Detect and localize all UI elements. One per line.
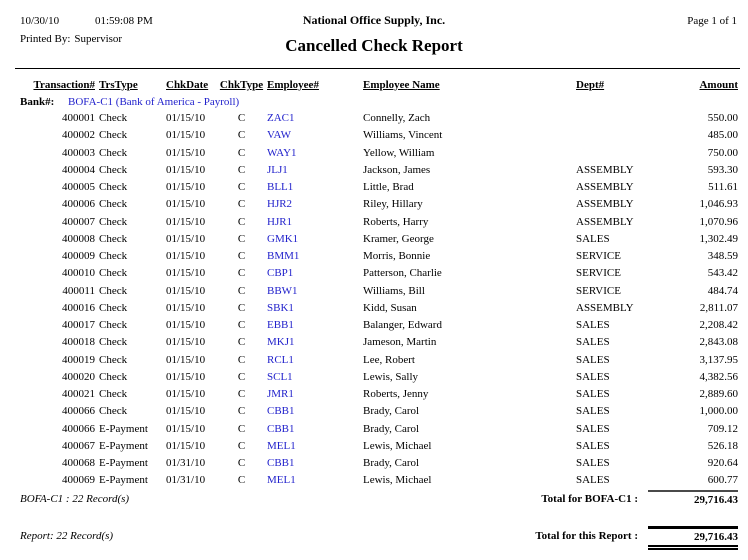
chktype-cell: C xyxy=(237,163,246,176)
dept-cell: ASSEMBLY xyxy=(576,181,634,193)
chktype-cell: C xyxy=(237,215,246,228)
chkdate-cell: 01/15/10 xyxy=(166,353,206,366)
chkdate-cell: 01/15/10 xyxy=(166,336,206,349)
table-row xyxy=(0,110,748,127)
amount-cell: 1,070.96 xyxy=(699,215,738,228)
transaction-cell: 400005 xyxy=(62,181,95,193)
employee-num-link[interactable]: VAW xyxy=(267,129,291,142)
employee-name-cell: Kidd, Susan xyxy=(363,301,417,314)
chktype-cell: C xyxy=(237,457,246,469)
trstype-cell: Check xyxy=(99,370,128,383)
table-row xyxy=(0,386,748,403)
employee-name-cell: Lewis, Sally xyxy=(363,370,418,383)
report-total-row xyxy=(0,526,748,552)
transaction-cell: 400020 xyxy=(62,370,95,383)
chktype-cell: C xyxy=(237,181,246,193)
amount-cell: 600.77 xyxy=(707,474,738,487)
employee-num-link[interactable]: HJR1 xyxy=(267,215,293,228)
column-header-row xyxy=(0,79,748,94)
col-header-employee-num: Employee# xyxy=(267,79,319,91)
employee-name-cell: Roberts, Harry xyxy=(363,215,429,228)
table-row xyxy=(0,248,748,265)
employee-name-cell: Lewis, Michael xyxy=(363,474,432,487)
chkdate-cell: 01/15/10 xyxy=(166,163,206,176)
amount-cell: 750.00 xyxy=(707,146,738,159)
trstype-cell: Check xyxy=(99,388,128,400)
employee-name-cell: Brady, Carol xyxy=(363,457,420,469)
table-row xyxy=(0,438,748,455)
trstype-cell: E-Payment xyxy=(99,474,148,487)
employee-name-cell: Kramer, George xyxy=(363,232,434,245)
trstype-cell: Check xyxy=(99,336,128,349)
amount-cell: 2,889.60 xyxy=(699,388,738,400)
table-row xyxy=(0,145,748,162)
bank-subtotal-row xyxy=(0,490,748,510)
employee-name-cell: Balanger, Edward xyxy=(363,319,442,331)
table-row xyxy=(0,214,748,231)
trstype-cell: Check xyxy=(99,301,128,314)
report-total-label: Total for this Report : xyxy=(535,530,638,542)
chkdate-cell: 01/15/10 xyxy=(166,422,206,435)
chkdate-cell: 01/15/10 xyxy=(166,301,206,314)
employee-num-link[interactable]: BBW1 xyxy=(267,284,298,297)
chktype-cell: C xyxy=(237,232,246,245)
transaction-cell: 400010 xyxy=(62,267,95,280)
employee-name-cell: Jackson, James xyxy=(363,163,431,176)
amount-cell: 511.61 xyxy=(708,181,738,193)
chktype-cell: C xyxy=(237,474,246,487)
dept-cell: SALES xyxy=(576,457,610,469)
transaction-cell: 400021 xyxy=(62,388,95,400)
trstype-cell: Check xyxy=(99,163,128,176)
chkdate-cell: 01/15/10 xyxy=(166,215,206,228)
amount-cell: 2,811.07 xyxy=(699,301,738,314)
table-row xyxy=(0,352,748,369)
bank-group-row xyxy=(0,96,748,111)
employee-num-link[interactable]: SCL1 xyxy=(267,370,293,383)
header-divider xyxy=(15,68,740,69)
table-row xyxy=(0,127,748,144)
employee-num-link[interactable]: GMK1 xyxy=(267,232,299,245)
dept-cell: ASSEMBLY xyxy=(576,301,634,314)
dept-cell: SALES xyxy=(576,353,610,366)
employee-name-cell: Little, Brad xyxy=(363,181,414,193)
table-row xyxy=(0,421,748,438)
chkdate-cell: 01/31/10 xyxy=(166,474,206,487)
employee-name-cell: Lee, Robert xyxy=(363,353,415,366)
trstype-cell: E-Payment xyxy=(99,422,148,435)
employee-name-cell: Brady, Carol xyxy=(363,405,420,418)
transaction-cell: 400002 xyxy=(62,129,95,142)
dept-cell: ASSEMBLY xyxy=(576,198,634,211)
table-row xyxy=(0,265,748,282)
table-row xyxy=(0,334,748,351)
trstype-cell: Check xyxy=(99,181,128,193)
dept-cell: SALES xyxy=(576,405,610,418)
dept-cell: SERVICE xyxy=(576,267,621,280)
employee-num-link[interactable]: CBB1 xyxy=(267,457,295,469)
col-header-transaction: Transaction# xyxy=(33,79,95,91)
amount-cell: 593.30 xyxy=(707,163,738,176)
chktype-cell: C xyxy=(237,146,246,159)
col-header-dept: Dept# xyxy=(576,79,605,91)
trstype-cell: Check xyxy=(99,198,128,211)
amount-cell: 1,046.93 xyxy=(699,198,738,211)
employee-num-link[interactable]: SBK1 xyxy=(267,301,294,314)
trstype-cell: Check xyxy=(99,353,128,366)
transaction-cell: 400017 xyxy=(62,319,95,331)
employee-num-link[interactable]: MEL1 xyxy=(267,474,296,487)
table-row xyxy=(0,472,748,489)
bank-total-label: Total for BOFA-C1 : xyxy=(541,493,638,505)
chkdate-cell: 01/15/10 xyxy=(166,129,206,142)
printed-by-label: Printed By: xyxy=(20,33,71,45)
amount-cell: 4,382.56 xyxy=(699,370,738,383)
chktype-cell: C xyxy=(237,370,246,383)
employee-num-link[interactable]: JMR1 xyxy=(267,388,294,400)
dept-cell: SALES xyxy=(576,422,610,435)
transaction-cell: 400003 xyxy=(62,146,95,159)
chktype-cell: C xyxy=(237,112,246,124)
bank-total-amount: 29,716.43 xyxy=(648,490,738,506)
trstype-cell: Check xyxy=(99,215,128,228)
transaction-cell: 400018 xyxy=(62,336,95,349)
transaction-cell: 400008 xyxy=(62,232,95,245)
bank-label: Bank#: xyxy=(20,96,55,108)
employee-num-link[interactable]: RCL1 xyxy=(267,353,294,366)
amount-cell: 709.12 xyxy=(707,422,738,435)
chkdate-cell: 01/15/10 xyxy=(166,250,206,262)
col-header-chkdate: ChkDate xyxy=(166,79,209,91)
dept-cell: SERVICE xyxy=(576,284,621,297)
chkdate-cell: 01/15/10 xyxy=(166,370,206,383)
trstype-cell: Check xyxy=(99,267,128,280)
trstype-cell: E-Payment xyxy=(99,457,148,469)
employee-num-link[interactable]: BMM1 xyxy=(267,250,300,262)
report-total-amount: 29,716.43 xyxy=(648,526,738,550)
table-row xyxy=(0,455,748,472)
employee-name-cell: Yellow, William xyxy=(363,146,435,159)
employee-num-link[interactable]: HJR2 xyxy=(267,198,293,211)
chktype-cell: C xyxy=(237,319,246,331)
employee-num-link[interactable]: CBB1 xyxy=(267,405,295,418)
table-row xyxy=(0,283,748,300)
chktype-cell: C xyxy=(237,301,246,314)
chkdate-cell: 01/15/10 xyxy=(166,439,206,452)
employee-num-link[interactable]: MKJ1 xyxy=(267,336,295,349)
trstype-cell: Check xyxy=(99,129,128,142)
transaction-cell: 400001 xyxy=(62,112,95,124)
transaction-cell: 400006 xyxy=(62,198,95,211)
employee-num-link[interactable]: MEL1 xyxy=(267,439,296,452)
amount-cell: 543.42 xyxy=(707,267,738,280)
report-run-date: 10/30/10 xyxy=(20,15,60,27)
chkdate-cell: 01/15/10 xyxy=(166,319,206,331)
dept-cell: SALES xyxy=(576,388,610,400)
chkdate-cell: 01/15/10 xyxy=(166,232,206,245)
col-header-amount: Amount xyxy=(699,79,738,91)
amount-cell: 2,843.08 xyxy=(699,336,738,349)
chktype-cell: C xyxy=(237,388,246,400)
amount-cell: 1,000.00 xyxy=(699,405,738,418)
table-body xyxy=(0,110,748,490)
trstype-cell: Check xyxy=(99,232,128,245)
report-title: Cancelled Check Report xyxy=(285,36,463,55)
chktype-cell: C xyxy=(237,353,246,366)
chkdate-cell: 01/15/10 xyxy=(166,181,206,193)
transaction-cell: 400067 xyxy=(62,439,95,452)
employee-name-cell: Brady, Carol xyxy=(363,422,420,435)
chktype-cell: C xyxy=(237,405,246,418)
amount-cell: 3,137.95 xyxy=(699,353,738,366)
chktype-cell: C xyxy=(237,250,246,262)
table-row xyxy=(0,403,748,420)
table-row xyxy=(0,300,748,317)
dept-cell: SALES xyxy=(576,336,610,349)
transaction-cell: 400066 xyxy=(62,422,95,435)
amount-cell: 348.59 xyxy=(707,250,738,262)
employee-num-link[interactable]: EBB1 xyxy=(267,319,294,331)
employee-name-cell: Roberts, Jenny xyxy=(363,388,429,400)
amount-cell: 526.18 xyxy=(707,439,738,452)
employee-name-cell: Williams, Bill xyxy=(363,284,425,297)
employee-name-cell: Morris, Bonnie xyxy=(363,250,431,262)
employee-num-link[interactable]: CBB1 xyxy=(267,422,295,435)
chkdate-cell: 01/15/10 xyxy=(166,284,206,297)
chkdate-cell: 01/31/10 xyxy=(166,457,206,469)
trstype-cell: Check xyxy=(99,284,128,297)
printed-by-value: Supervisor xyxy=(74,33,123,45)
employee-name-cell: Connelly, Zach xyxy=(363,112,431,124)
employee-name-cell: Lewis, Michael xyxy=(363,439,432,452)
company-name: National Office Supply, Inc. xyxy=(302,13,446,27)
employee-name-cell: Williams, Vincent xyxy=(363,129,443,142)
report-record-count: Report: 22 Record(s) xyxy=(20,530,114,542)
table-row xyxy=(0,231,748,248)
amount-cell: 484.74 xyxy=(707,284,738,297)
chkdate-cell: 01/15/10 xyxy=(166,146,206,159)
chktype-cell: C xyxy=(237,284,246,297)
dept-cell: ASSEMBLY xyxy=(576,215,634,228)
employee-name-cell: Patterson, Charlie xyxy=(363,267,442,280)
amount-cell: 2,208.42 xyxy=(699,319,738,331)
employee-name-cell: Jameson, Martin xyxy=(363,336,437,349)
trstype-cell: Check xyxy=(99,405,128,418)
bank-link[interactable]: BOFA-C1 (Bank of America - Payroll) xyxy=(68,96,240,108)
table-row xyxy=(0,196,748,213)
amount-cell: 550.00 xyxy=(707,112,738,124)
dept-cell: SALES xyxy=(576,439,610,452)
amount-cell: 920.64 xyxy=(707,457,738,469)
chkdate-cell: 01/15/10 xyxy=(166,267,206,280)
table-row xyxy=(0,369,748,386)
chktype-cell: C xyxy=(237,439,246,452)
chktype-cell: C xyxy=(237,129,246,142)
report-run-time: 01:59:08 PM xyxy=(95,15,153,27)
chktype-cell: C xyxy=(237,336,246,349)
transaction-cell: 400004 xyxy=(62,163,95,176)
dept-cell: SERVICE xyxy=(576,250,621,262)
transaction-cell: 400011 xyxy=(62,284,95,297)
bank-record-count: BOFA-C1 : 22 Record(s) xyxy=(20,493,130,505)
col-header-chktype: ChkType xyxy=(219,79,264,91)
table-row xyxy=(0,162,748,179)
dept-cell: SALES xyxy=(576,370,610,383)
amount-cell: 485.00 xyxy=(707,129,738,142)
trstype-cell: Check xyxy=(99,250,128,262)
transaction-cell: 400016 xyxy=(62,301,95,314)
page-indicator: Page 1 of 1 xyxy=(687,15,737,27)
trstype-cell: E-Payment xyxy=(99,439,148,452)
chkdate-cell: 01/15/10 xyxy=(166,198,206,211)
employee-num-link[interactable]: WAY1 xyxy=(267,146,297,159)
chkdate-cell: 01/15/10 xyxy=(166,405,206,418)
amount-cell: 1,302.49 xyxy=(699,232,738,245)
employee-name-cell: Riley, Hillary xyxy=(363,198,423,211)
chkdate-cell: 01/15/10 xyxy=(166,388,206,400)
trstype-cell: Check xyxy=(99,112,128,124)
dept-cell: SALES xyxy=(576,474,610,487)
chktype-cell: C xyxy=(237,198,246,211)
chktype-cell: C xyxy=(237,422,246,435)
transaction-cell: 400019 xyxy=(62,353,95,366)
employee-num-link[interactable]: ZAC1 xyxy=(267,112,295,124)
chkdate-cell: 01/15/10 xyxy=(166,112,206,124)
dept-cell: SALES xyxy=(576,232,610,245)
transaction-cell: 400007 xyxy=(62,215,95,228)
col-header-trstype: TrsType xyxy=(99,79,138,91)
dept-cell: ASSEMBLY xyxy=(576,163,634,176)
trstype-cell: Check xyxy=(99,319,128,331)
table-row xyxy=(0,179,748,196)
transaction-cell: 400068 xyxy=(62,457,95,469)
transaction-cell: 400069 xyxy=(62,474,95,487)
trstype-cell: Check xyxy=(99,146,128,159)
employee-num-link[interactable]: BLL1 xyxy=(267,181,294,193)
table-row xyxy=(0,317,748,334)
col-header-employee-name: Employee Name xyxy=(363,79,440,91)
chktype-cell: C xyxy=(237,267,246,280)
employee-num-link[interactable]: CBP1 xyxy=(267,267,294,280)
employee-num-link[interactable]: JLJ1 xyxy=(267,163,288,176)
transaction-cell: 400066 xyxy=(62,405,95,418)
dept-cell: SALES xyxy=(576,319,610,331)
transaction-cell: 400009 xyxy=(62,250,95,262)
